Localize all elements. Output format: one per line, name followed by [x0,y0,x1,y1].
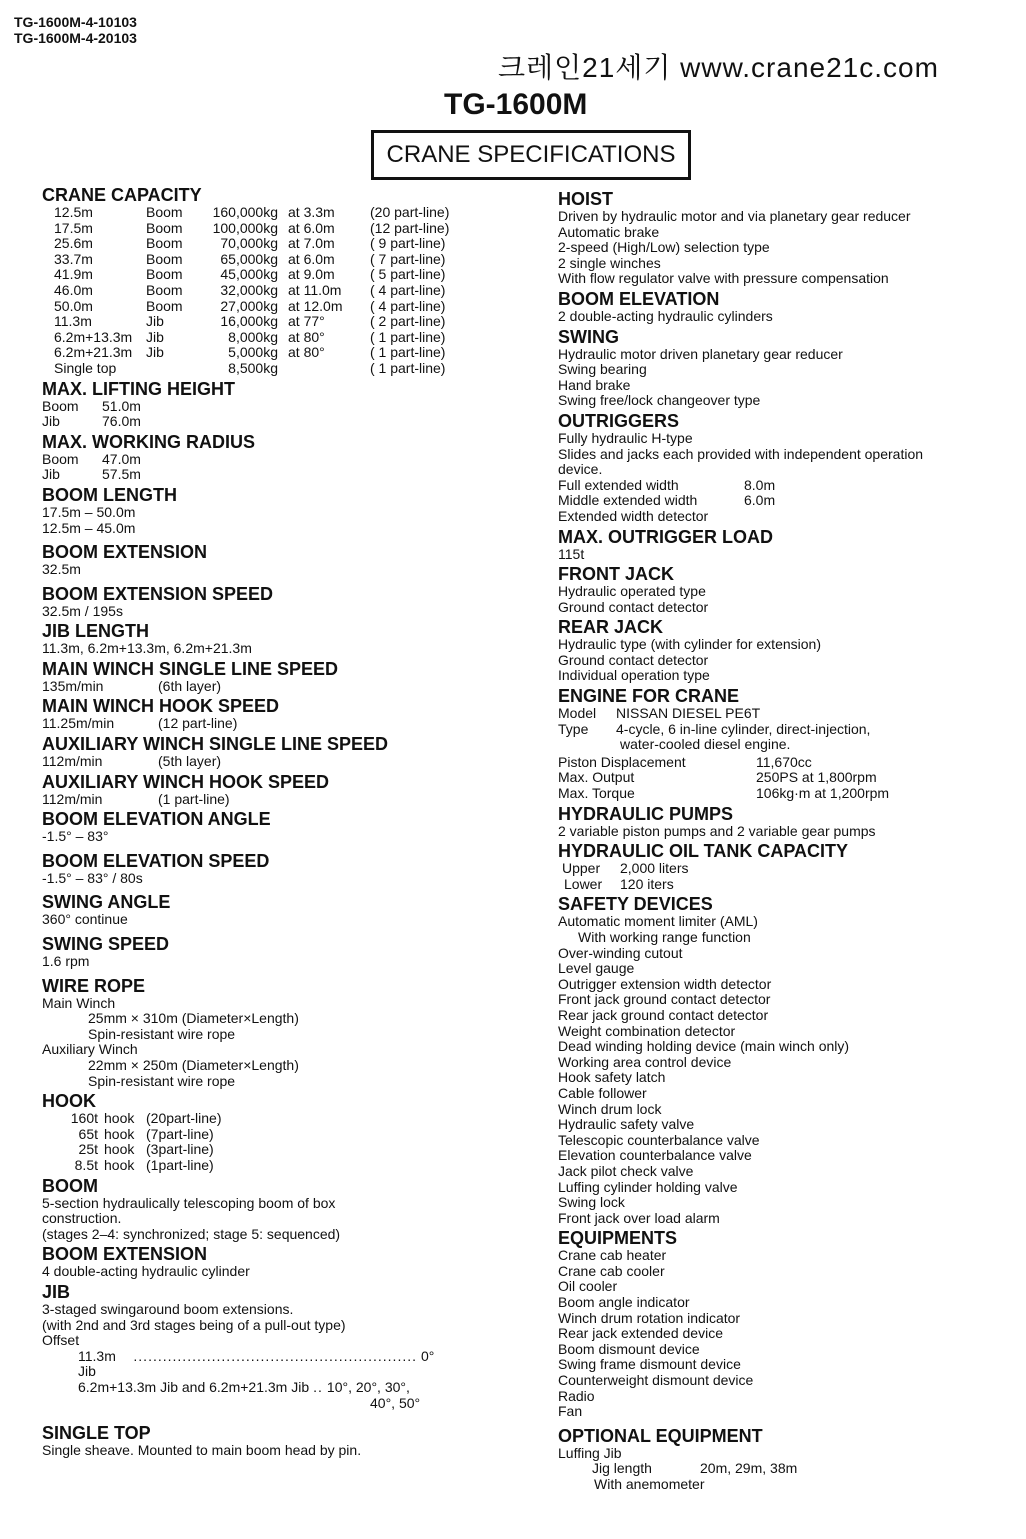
section-title: SWING [558,326,619,347]
text-line: 2 double-acting hydraulic cylinders [558,307,773,324]
kv-key: Jib [42,466,60,483]
list-item: Front jack ground contact detector [558,991,771,1008]
section-title: SINGLE TOP [42,1423,151,1444]
text-line: construction. [42,1210,122,1227]
text-line: 5-section hydraulically telescoping boom of box [42,1194,336,1211]
text-line: 22mm × 250m (Diameter×Length) [88,1057,299,1073]
capacity-len: 17.5m [54,219,93,236]
list-item: Level gauge [558,960,635,977]
brand-watermark: 크레인21세기 www.crane21c.com [498,52,939,83]
section-title: BOOM ELEVATION SPEED [42,850,270,871]
section-title: MAX. WORKING RADIUS [42,431,255,452]
text-line: Main Winch [42,994,116,1011]
capacity-row [42,267,502,283]
text-line: (stages 2–4: synchronized; stage 5: sequenced) [42,1225,341,1242]
hook-parts: (7part-line) [146,1125,214,1142]
section-title: SAFETY DEVICES [558,894,713,915]
capacity-type: Jib [146,328,164,345]
capacity-row [42,236,502,252]
kv-key: Type [558,720,589,737]
text-line: 12.5m – 45.0m [42,519,136,536]
capacity-row [42,345,502,361]
safety-list [558,946,1018,1227]
kv-row [558,861,1018,877]
text-line: Offset [42,1332,80,1349]
text-line: 4 double-acting hydraulic cylinder [42,1263,250,1280]
kv-row [558,493,1018,509]
kv-row [42,754,502,770]
capacity-type: Boom [146,219,183,236]
equipment-list [558,1248,1018,1420]
list-item: Boom dismount device [558,1340,700,1357]
hook-row [42,1111,502,1127]
kv-value: 2,000 liters [620,860,689,877]
capacity-at: at 7.0m [288,235,335,252]
kv-value: (5th layer) [158,753,222,770]
text-line: 115t [558,545,585,562]
list-item: Hook safety latch [558,1069,666,1086]
list-item: Counterweight dismount device [558,1372,754,1389]
kv-row [42,414,502,430]
kv-key: Max. Torque [558,785,635,802]
section-title: BOOM EXTENSION [42,1244,208,1265]
kv-row [42,792,502,808]
hook-label: hook [104,1125,135,1142]
section-title: BOOM ELEVATION ANGLE [42,809,271,830]
hook-capacity: 65t [78,1125,98,1142]
kv-value: 57.5m [102,466,141,483]
text-line: With anemometer [594,1476,705,1492]
capacity-at: at 77° [288,313,325,330]
capacity-kg: 45,000kg [220,266,278,283]
capacity-type: Jib [146,313,164,330]
text-line: device. [558,461,603,478]
kv-value: (6th layer) [158,677,222,694]
text-line: -1.5° – 83° / 80s [42,869,143,886]
dot-leader: .......................................................... [133,1347,418,1364]
section-title: JIB [42,1281,71,1302]
kv-value: 47.0m [102,450,141,467]
section-title: MAIN WINCH SINGLE LINE SPEED [42,658,339,679]
capacity-part: ( 1 part-line) [370,344,446,361]
offset-value: 10°, 20°, 30°, [326,1378,410,1395]
text-line: 2-speed (High/Low) selection type [558,239,770,256]
kv-key: Max. Output [558,769,635,786]
text-line: 3-staged swingaround boom extensions. [42,1300,294,1317]
model-code-2: TG-1600M-4-20103 [14,30,137,46]
kv-key: Jib [42,413,60,430]
capacity-type: Boom [146,235,183,252]
kv-key: 11.25m/min [42,715,115,732]
text-line: water-cooled diesel engine. [620,736,791,753]
section-title: HOOK [42,1091,96,1112]
kv-value: (12 part-line) [158,715,238,732]
list-item: Front jack over load alarm [558,1209,720,1226]
capacity-len: 11.3m [54,313,92,330]
kv-row [558,706,1018,722]
text-line: 32.5m / 195s [42,602,123,619]
text-line: 2 single winches [558,254,661,271]
text-line: Ground contact detector [558,651,709,668]
kv-row [558,770,1018,786]
list-item: Radio [558,1387,595,1404]
section-title: FRONT JACK [558,564,674,585]
list-item: Winch drum rotation indicator [558,1309,741,1326]
kv-value: 8.0m [744,476,776,493]
list-item: Telescopic counterbalance valve [558,1131,760,1148]
capacity-part: ( 2 part-line) [370,313,446,330]
kv-key: Middle extended width [558,492,698,509]
section-title: EQUIPMENTS [558,1228,678,1249]
capacity-part: ( 1 part-line) [370,359,446,376]
text-line: Single sheave. Mounted to main boom head by pin. [42,1442,362,1459]
list-item: Swing frame dismount device [558,1356,741,1373]
list-item: Swing lock [558,1194,625,1211]
capacity-kg: 65,000kg [220,250,278,267]
text-line: 17.5m – 50.0m [42,503,136,520]
section-title: OPTIONAL EQUIPMENT [558,1425,763,1446]
hook-row [42,1158,502,1174]
section-title: AUXILIARY WINCH SINGLE LINE SPEED [42,734,389,755]
list-item: Fan [558,1403,583,1420]
section-title: JIB LENGTH [42,621,150,642]
capacity-row [42,314,502,330]
text-line: Hand brake [558,376,631,393]
kv-key: Jig length [592,1460,652,1477]
capacity-part: ( 4 part-line) [370,297,446,314]
capacity-kg: 32,000kg [220,281,278,298]
kv-row [558,755,1018,771]
capacity-len: 12.5m [54,204,93,220]
capacity-kg: 100,000kg [212,219,278,236]
kv-key: Boom [42,397,79,414]
capacity-len: 6.2m+13.3m [54,328,133,345]
text-line: 2 variable piston pumps and 2 variable gear pumps [558,822,876,839]
capacity-kg: 8,000kg [228,328,278,345]
section-title: OUTRIGGERS [558,410,680,431]
list-item: Crane cab cooler [558,1262,665,1279]
right-column [558,189,1018,1493]
text-line: Automatic moment limiter (AML) [558,913,758,930]
capacity-row [42,361,502,377]
text-line: Swing free/lock changeover type [558,392,761,409]
capacity-kg: 5,000kg [228,344,278,361]
capacity-row [42,330,502,346]
hook-capacity: 160t [70,1110,98,1127]
list-item: Weight combination detector [558,1022,736,1039]
offset-key: 6.2m+13.3m Jib and 6.2m+21.3m Jib [78,1378,310,1395]
kv-row [558,478,1018,494]
list-item: Boom angle indicator [558,1294,690,1311]
text-line: 11.3m, 6.2m+13.3m, 6.2m+21.3m [42,640,252,657]
text-line: Hydraulic type (with cylinder for extension) [558,636,821,653]
list-item: Rear jack extended device [558,1325,723,1342]
text-line: With working range function [578,929,751,945]
kv-value: 51.0m [102,397,141,414]
section-title: SWING ANGLE [42,892,171,913]
kv-value: 4-cycle, 6 in-line cylinder, direct-injection, [616,720,871,737]
list-item: Working area control device [558,1053,732,1070]
kv-key: 112m/min [42,753,103,770]
text-line: 360° continue [42,911,128,928]
kv-row [42,467,502,483]
hook-row [42,1142,502,1158]
capacity-len: 6.2m+21.3m [54,344,133,361]
kv-row [558,722,1018,738]
text-line: Individual operation type [558,667,710,684]
kv-row [558,1461,1018,1477]
text-line: With flow regulator valve with pressure compensation [558,270,889,287]
list-item: Over-winding cutout [558,944,683,961]
text-line: Slides and jacks each provided with independent operation [558,445,924,462]
hook-label: hook [104,1110,135,1127]
list-item: Cable follower [558,1084,647,1101]
section-title: BOOM ELEVATION [558,288,720,309]
kv-key: Lower [564,875,603,892]
text-line: Auxiliary Winch [42,1041,138,1058]
kv-key: Model [558,705,597,722]
hook-parts: (3part-line) [146,1141,214,1158]
capacity-part: ( 7 part-line) [370,250,446,267]
kv-value: 6.0m [744,492,776,509]
kv-key: 135m/min [42,677,104,694]
text-line: Spin-resistant wire rope [88,1072,236,1089]
left-column [42,183,502,1459]
kv-value: 11,670cc [756,753,812,770]
text-line: Hydraulic motor driven planetary gear reducer [558,345,843,362]
kv-value: 120 iters [620,875,674,892]
model-codes [14,14,137,46]
hook-parts: (20part-line) [146,1110,222,1127]
capacity-kg: 16,000kg [220,313,278,330]
text-line: Driven by hydraulic motor and via planetary gear reducer [558,208,911,224]
capacity-part: ( 5 part-line) [370,266,446,283]
section-title: BOOM LENGTH [42,484,177,505]
kv-key: Boom [42,450,79,467]
list-item: Jack pilot check valve [558,1162,694,1179]
kv-key: Full extended width [558,476,679,493]
kv-key: 112m/min [42,790,103,807]
section-title: BOOM EXTENSION SPEED [42,583,274,604]
offset-value: 0° [421,1347,435,1364]
section-title: ENGINE FOR CRANE [558,686,740,707]
text-line: 32.5m [42,561,81,578]
section-title: MAX. LIFTING HEIGHT [42,378,235,399]
text-line: 25mm × 310m (Diameter×Length) [88,1010,299,1027]
list-item: Luffing cylinder holding valve [558,1178,738,1195]
list-item: Oil cooler [558,1278,618,1295]
capacity-len: 25.6m [54,235,93,252]
list-item: Dead winding holding device (main winch only) [558,1038,850,1055]
text-line: 1.6 rpm [42,953,90,970]
kv-row [42,399,502,415]
capacity-at [288,361,370,377]
list-item: Outrigger extension width detector [558,975,772,992]
text-line: (with 2nd and 3rd stages being of a pull-out type) [42,1316,346,1333]
section-title: MAIN WINCH HOOK SPEED [42,696,280,717]
capacity-at: at 6.0m [288,250,335,267]
section-title: HYDRAULIC OIL TANK CAPACITY [558,841,848,862]
list-item: Elevation counterbalance valve [558,1147,752,1164]
doc-title-box [371,130,691,180]
capacity-row [42,205,502,221]
capacity-len: Single top [54,359,117,376]
kv-row [42,716,502,732]
capacity-at: at 80° [288,344,325,361]
kv-row [558,786,1018,802]
text-line: Spin-resistant wire rope [88,1025,236,1042]
capacity-type: Boom [146,297,183,314]
kv-value: (1 part-line) [158,790,230,807]
kv-row [42,452,502,468]
section-title: AUXILIARY WINCH HOOK SPEED [42,771,330,792]
capacity-table [42,205,502,377]
capacity-at: at 11.0m [288,281,342,298]
capacity-part: (12 part-line) [370,219,450,236]
capacity-kg: 8,500kg [228,359,278,376]
capacity-part: (20 part-line) [370,204,450,220]
text-line: -1.5° – 83° [42,828,109,845]
hook-parts: (1part-line) [146,1156,214,1173]
model-code-1: TG-1600M-4-10103 [14,14,137,30]
capacity-at: at 12.0m [288,297,343,314]
hook-capacity: 8.5t [74,1156,98,1173]
capacity-type: Boom [146,266,183,283]
capacity-len: 46.0m [54,281,93,298]
section-title: HOIST [558,189,614,209]
doc-title: CRANE SPECIFICATIONS [386,141,676,168]
text-line: Swing bearing [558,361,647,378]
offset-key: 11.3m Jib [78,1347,116,1380]
section-title: WIRE ROPE [42,975,146,996]
section-title: REAR JACK [558,617,664,638]
kv-key: Piston Displacement [558,753,686,770]
capacity-row [42,283,502,299]
capacity-type [146,361,202,377]
capacity-part: ( 4 part-line) [370,281,446,298]
kv-value: 250PS at 1,800rpm [756,769,877,786]
capacity-type: Boom [146,250,183,267]
capacity-len: 33.7m [54,250,93,267]
capacity-len: 50.0m [54,297,93,314]
kv-value: 76.0m [102,413,141,430]
kv-row [558,877,1018,893]
section-title: BOOM EXTENSION [42,542,208,563]
capacity-type: Boom [146,204,183,220]
text-line: Ground contact detector [558,598,709,615]
offset-row [42,1349,502,1380]
kv-value: NISSAN DIESEL PE6T [616,705,761,722]
capacity-type: Jib [146,344,164,361]
capacity-kg: 70,000kg [220,235,278,252]
kv-key: Upper [562,860,601,877]
section-title: BOOM [42,1175,98,1196]
text-line: Fully hydraulic H-type [558,429,693,446]
capacity-row [42,221,502,237]
capacity-part: ( 1 part-line) [370,328,446,345]
list-item: Hydraulic safety valve [558,1116,695,1133]
list-item: Rear jack ground contact detector [558,1006,769,1023]
dot-leader: .. [313,1378,323,1395]
kv-value: 106kg·m at 1,200rpm [756,785,890,802]
hook-capacity: 25t [78,1141,98,1158]
capacity-at: at 3.3m [288,204,335,220]
capacity-kg: 27,000kg [220,297,278,314]
section-title: SWING SPEED [42,934,170,955]
capacity-at: at 9.0m [288,266,335,283]
kv-value: 20m, 29m, 38m [700,1460,798,1477]
text-line: Luffing Jib [558,1444,622,1461]
offset-row [42,1380,502,1396]
kv-row [42,679,502,695]
text-line: Hydraulic operated type [558,583,706,600]
capacity-row [42,252,502,268]
capacity-row [42,299,502,315]
capacity-part: ( 9 part-line) [370,235,446,252]
list-item: Crane cab heater [558,1247,667,1264]
capacity-type: Boom [146,281,183,298]
section-title: HYDRAULIC PUMPS [558,803,734,824]
offset-value-cont: 40°, 50° [370,1394,421,1411]
text-line: Extended width detector [558,507,709,524]
capacity-kg: 160,000kg [212,204,278,220]
section-title: MAX. OUTRIGGER LOAD [558,526,773,547]
hook-label: hook [104,1141,135,1158]
text-line: Automatic brake [558,223,660,240]
hook-label: hook [104,1156,135,1173]
list-item: Winch drum lock [558,1100,662,1117]
capacity-at: at 6.0m [288,219,335,236]
capacity-at: at 80° [288,328,325,345]
capacity-len: 41.9m [54,266,93,283]
model-title: TG-1600M [444,88,588,121]
hook-row [42,1127,502,1143]
section-title: CRANE CAPACITY [42,185,202,205]
